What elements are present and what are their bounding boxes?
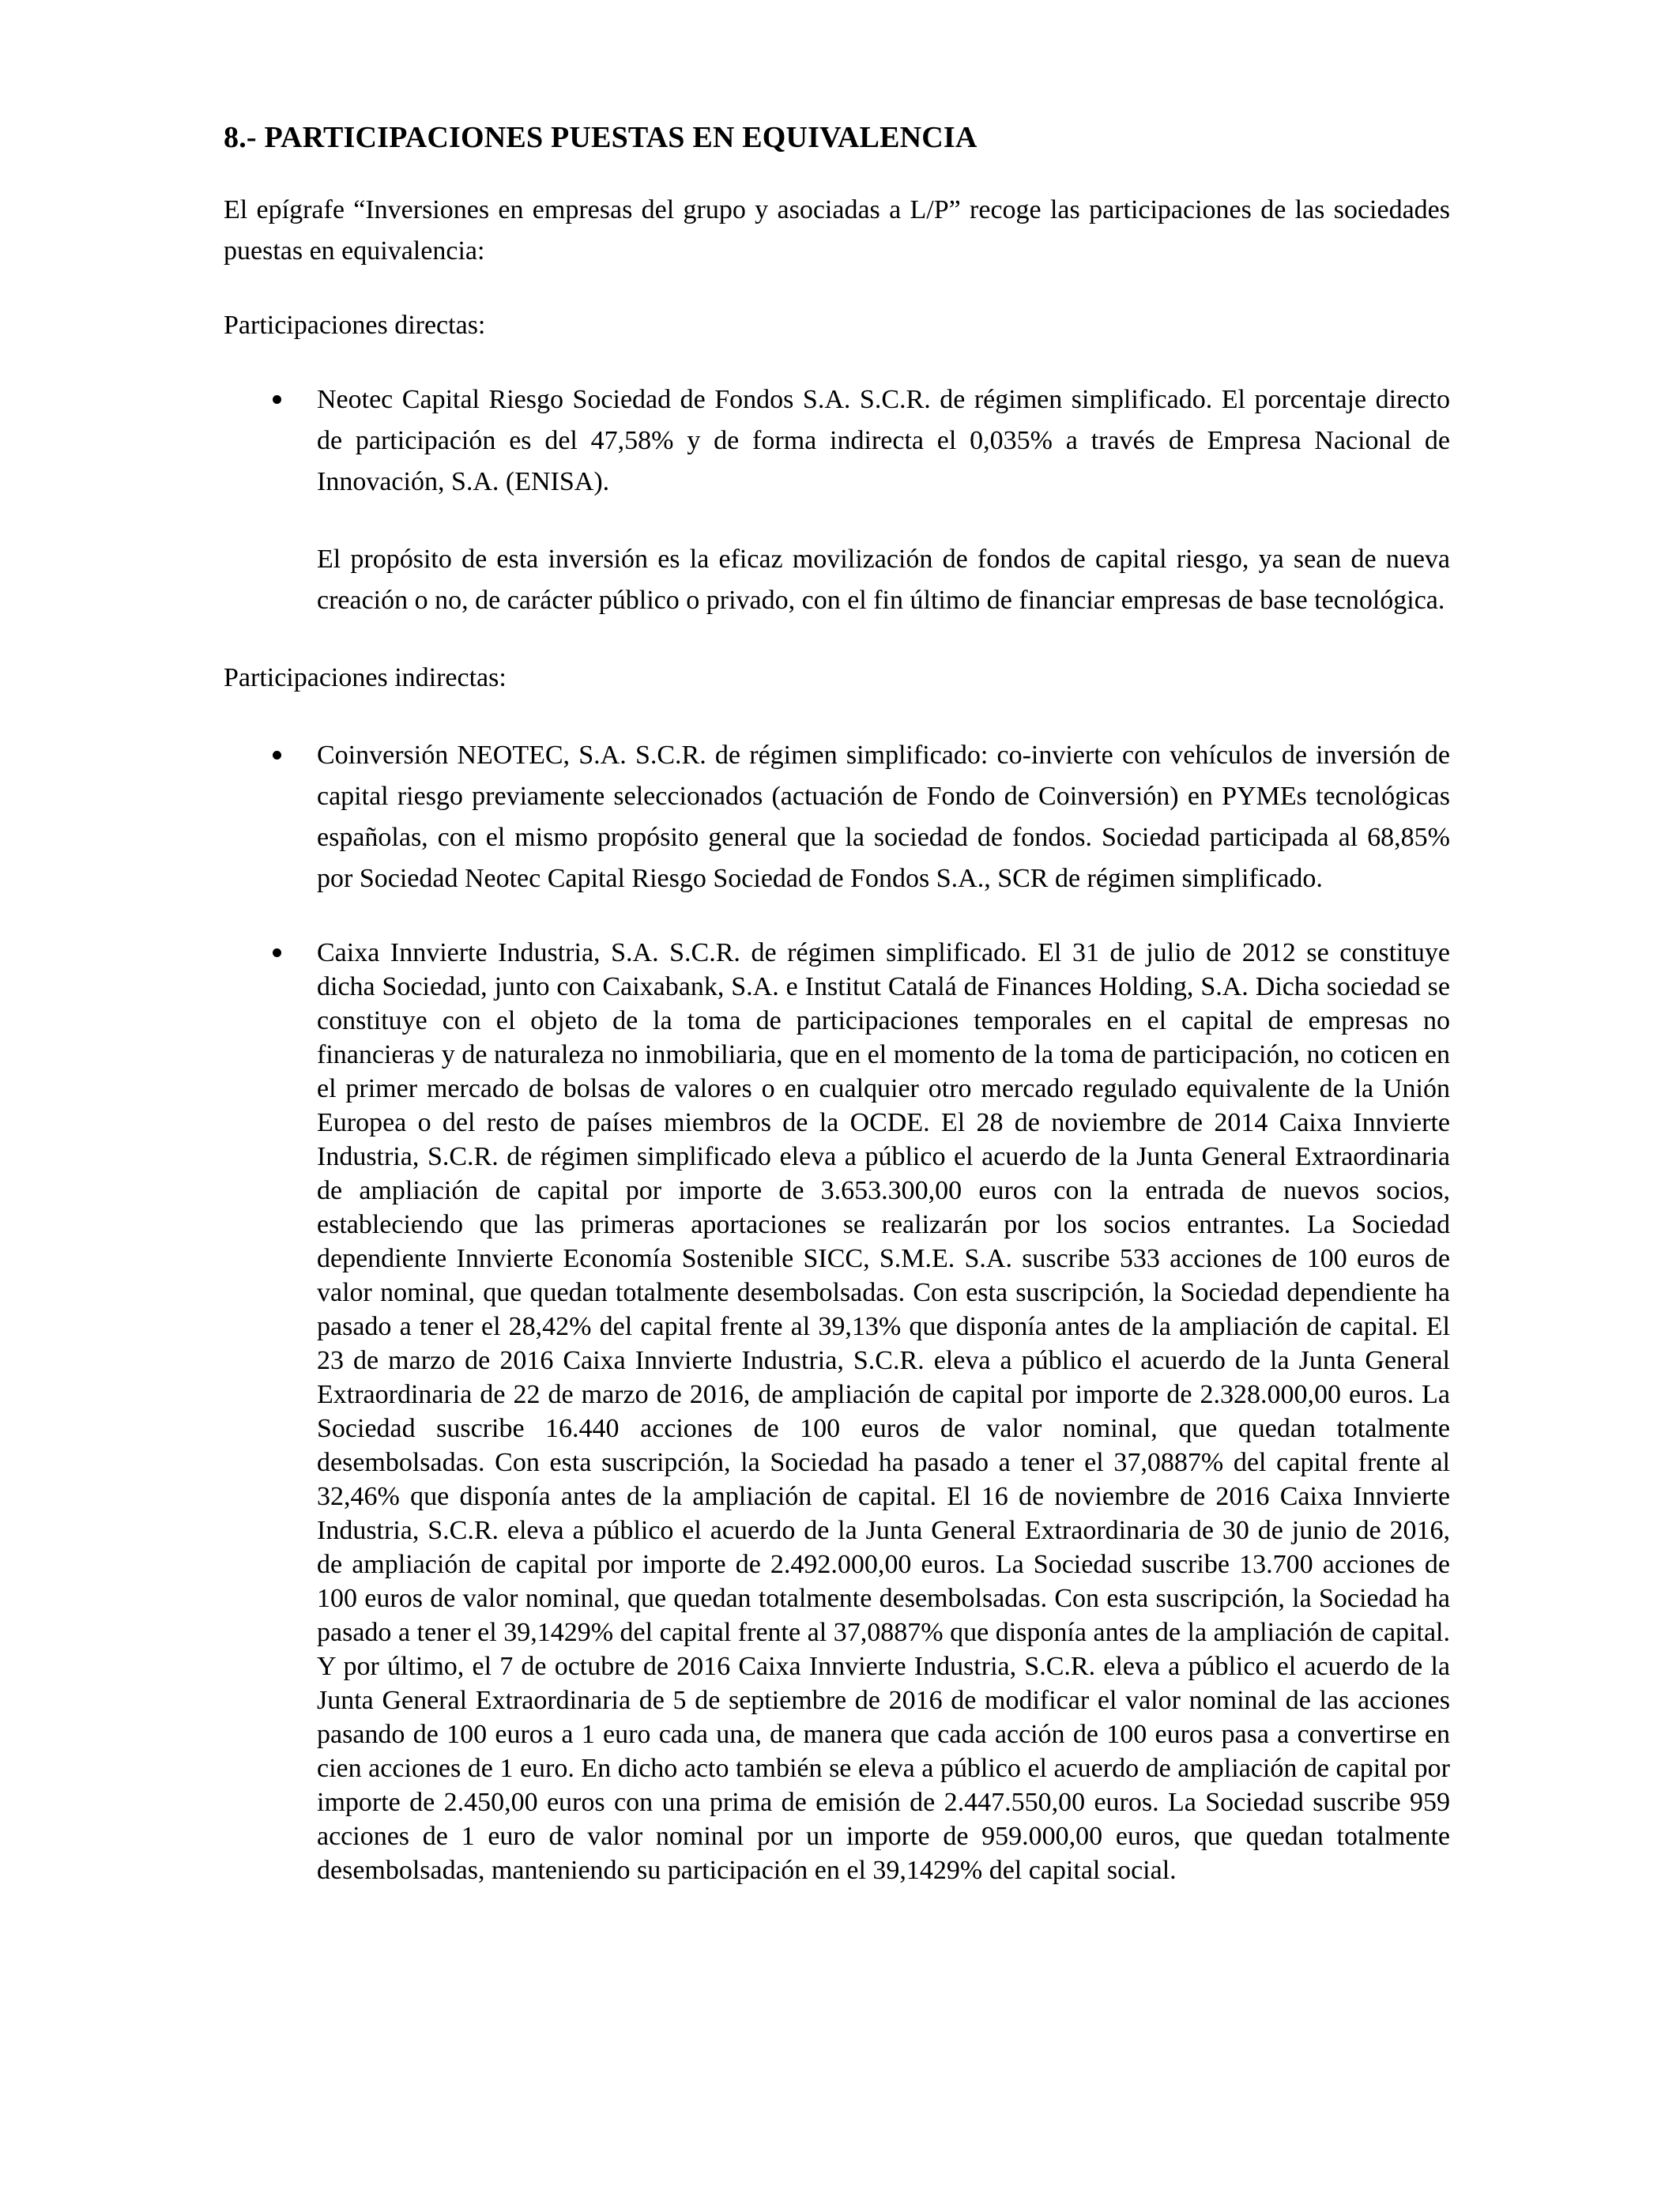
bullet-icon <box>273 751 281 760</box>
spacer <box>317 503 1450 539</box>
list-item-caixa-innvierte <box>224 936 1450 1887</box>
spacer <box>224 699 1450 735</box>
section-heading: 8.- PARTICIPACIONES PUESTAS EN EQUIVALENCIA <box>224 121 977 154</box>
spacer <box>224 621 1450 658</box>
neotec-description: Neotec Capital Riesgo Sociedad de Fondos S.A. S.C.R. de régimen simplificado. El porcentaje directo de participación es del 47,58% y de forma indirecta el 0,035% a través de Empresa Nacional de Innovación, S.A. (ENISA). <box>317 385 1450 496</box>
direct-participations-label: Participaciones directas: <box>224 311 486 340</box>
intro-paragraph: El epígrafe “Inversiones en empresas del grupo y asociadas a L/P” recoge las participaciones de las sociedades puestas en equivalencia: <box>224 195 1450 266</box>
indirect-participations-label: Participaciones indirectas: <box>224 663 507 692</box>
direct-participations-list <box>224 379 1450 621</box>
bullet-icon <box>273 948 281 957</box>
indirect-participations-list <box>224 735 1450 1887</box>
spacer <box>224 272 1450 305</box>
bullet-icon <box>273 395 281 404</box>
caixa-innvierte-description: Caixa Innvierte Industria, S.A. S.C.R. de régimen simplificado. El 31 de julio de 2012 se constituye dicha Sociedad, junto con Caixabank, S.A. e Institut Catalá de Finances Holding, S.A. Dicha sociedad se constituye con el objeto de la toma de participaciones temporales en el capital de empresas no financieras y de naturaleza no inmobiliaria, que en el momento de la toma de participación, no coticen en el primer mercado de bolsas de valores o en cualquier otro mercado regulado equivalente de la Unión Europea o del resto de países miembros de la OCDE. El 28 de noviembre de 2014 Caixa Innvierte Industria, S.C.R. de régimen simplificado eleva a público el acuerdo de la Junta General Extraordinaria de ampliación de capital por importe de 3.653.300,00 euros con la entrada de nuevos socios, estableciendo que las primeras aportaciones se realizarán por los socios entrantes. La Sociedad dependiente Innvierte Economía Sostenible SICC, S.M.E. S.A. suscribe 533 acciones de 100 euros de valor nominal, que quedan totalmente desembolsadas. Con esta suscripción, la Sociedad dependiente ha pasado a tener el 28,42% del capital frente al 39,13% que disponía antes de la ampliación de capital. El 23 de marzo de 2016 Caixa Innvierte Industria, S.C.R. eleva a público el acuerdo de la Junta General Extraordinaria de 22 de marzo de 2016, de ampliación de capital por importe de 2.328.000,00 euros. La Sociedad suscribe 16.440 acciones de 100 euros de valor nominal, que quedan totalmente desembolsadas. Con esta suscripción, la Sociedad ha pasado a tener el 37,0887% del capital frente al 32,46% que disponía antes de la ampliación de capital. El 16 de noviembre de 2016 Caixa Innvierte Industria, S.C.R. eleva a público el acuerdo de la Junta General Extraordinaria de 30 de junio de 2016, de ampliación de capital por importe de 2.492.000,00 euros. La Sociedad suscribe 13.700 acciones de 100 euros de valor nominal, que quedan totalmente desembolsadas. Con esta suscripción, la Sociedad ha pasado a tener el 39,1429% del capital frente al 37,0887% que disponía antes de la ampliación de capital. Y por último, el 7 de octubre de 2016 Caixa Innvierte Industria, S.C.R. eleva a público el acuerdo de la Junta General Extraordinaria de 5 de septiembre de 2016 de modificar el valor nominal de las acciones pasando de 100 euros a 1 euro cada una, de manera que cada acción de 100 euros pasa a convertirse en cien acciones de 1 euro. En dicho acto también se eleva a público el acuerdo de ampliación de capital por importe de 2.450,00 euros con una prima de emisión de 2.447.550,00 euros. La Sociedad suscribe 959 acciones de 1 euro de valor nominal por un importe de 959.000,00 euros, que quedan totalmente desembolsadas, manteniendo su participación en el 39,1429% del capital social. <box>317 938 1450 1885</box>
coinversion-description: Coinversión NEOTEC, S.A. S.C.R. de régimen simplificado: co-invierte con vehículos de inversión de capital riesgo previamente seleccionados (actuación de Fondo de Coinversión) en PYMEs tecnológicas españolas, con el mismo propósito general que la sociedad de fondos. Sociedad participada al 68,85% por Sociedad Neotec Capital Riesgo Sociedad de Fondos S.A., SCR de régimen simplificado. <box>317 741 1450 893</box>
list-item-neotec <box>224 379 1450 621</box>
spacer <box>224 346 1450 379</box>
list-item-coinversion <box>224 735 1450 899</box>
document-page <box>224 117 1450 1887</box>
neotec-purpose: El propósito de esta inversión es la eficaz movilización de fondos de capital riesgo, ya sean de nueva creación o no, de carácter público o privado, con el fin último de financiar empresas de base tecnológica. <box>317 545 1450 615</box>
